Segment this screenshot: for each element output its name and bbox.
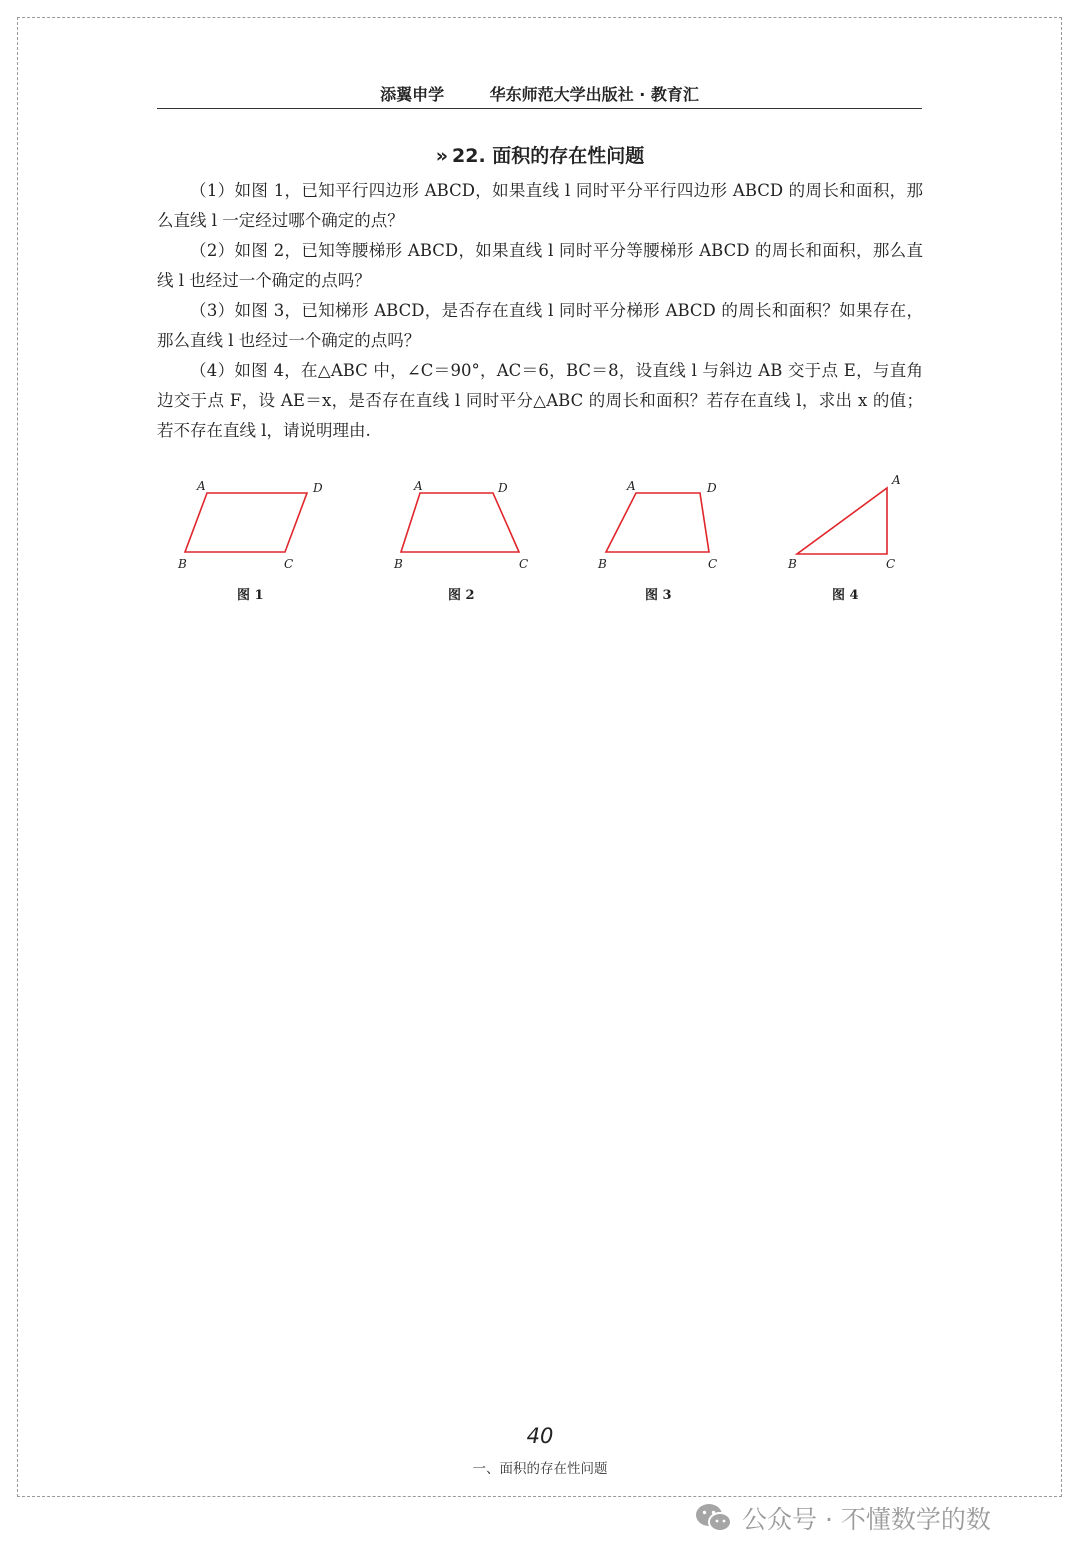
figure-3-label-a: A	[627, 479, 636, 493]
figure-1-label-b: B	[178, 557, 187, 571]
figure-1-label-d: D	[313, 481, 323, 495]
figures	[157, 470, 923, 620]
figure-1-label-c: C	[284, 557, 294, 571]
problem-2: （2）如图 2，已知等腰梯形 ABCD，如果直线 l 同时平分等腰梯形 ABCD 的周长和面积，那么直线 l 也经过一个确定的点吗？	[157, 241, 923, 290]
figure-1-label-a: A	[197, 479, 206, 493]
watermark	[694, 1498, 991, 1538]
figures-svg	[157, 470, 923, 620]
figure-1-parallelogram	[185, 493, 307, 552]
figure-2	[393, 479, 528, 603]
footer-section-name: 一、面积的存在性问题	[472, 1461, 608, 1477]
figure-2-label-c: C	[519, 557, 529, 571]
page-header	[157, 82, 922, 109]
header-school: 添翼申学	[380, 85, 445, 104]
problem-4: （4）如图 4，在△ABC 中，∠C＝90°，AC＝6，BC＝8，设直线 l 与斜边 AB 交于点 E，与直角边交于点 F，设 AE＝x，是否存在直线 l 同时平分△ABC 的周长和面积？若存在直线 l，求出 x 的值；若不存在直线 l，请说明理由.	[157, 361, 923, 440]
figure-2-label-d: D	[498, 481, 508, 495]
header-publisher: 华东师范大学出版社 · 教育汇	[489, 85, 699, 104]
figure-2-caption: 图 2	[448, 588, 475, 603]
wechat-icon	[694, 1502, 734, 1534]
figure-2-label-a: A	[414, 479, 423, 493]
figure-4-label-c: C	[886, 557, 896, 571]
section-marker-icon: »	[435, 145, 448, 167]
figure-3-caption: 图 3	[645, 588, 672, 603]
figure-4-label-a: A	[892, 473, 901, 487]
problem-1: （1）如图 1，已知平行四边形 ABCD，如果直线 l 同时平分平行四边形 ABCD 的周长和面积，那么直线 l 一定经过哪个确定的点？	[157, 181, 923, 230]
figure-4-caption: 图 4	[832, 588, 859, 603]
problem-3: （3）如图 3，已知梯形 ABCD，是否存在直线 l 同时平分梯形 ABCD 的周长和面积？如果存在，那么直线 l 也经过一个确定的点吗？	[157, 301, 923, 350]
figure-3-label-c: C	[708, 557, 718, 571]
page-number: 40	[526, 1424, 554, 1448]
section-title	[0, 141, 1080, 168]
figure-3-label-b: B	[598, 557, 607, 571]
figure-3	[597, 479, 717, 603]
figure-4-label-b: B	[788, 557, 797, 571]
figure-4-triangle	[797, 488, 887, 554]
problem-list	[157, 176, 923, 446]
figure-3-trapezoid	[606, 493, 709, 552]
figure-1	[177, 479, 323, 603]
figure-2-trapezoid	[401, 493, 519, 552]
figure-1-caption: 图 1	[237, 588, 264, 603]
watermark-text: 公众号 · 不懂数学的数	[742, 1505, 991, 1534]
section-title-text: 22. 面积的存在性问题	[452, 145, 645, 167]
figure-2-label-b: B	[394, 557, 403, 571]
figure-4	[787, 473, 901, 603]
figure-3-label-d: D	[707, 481, 717, 495]
